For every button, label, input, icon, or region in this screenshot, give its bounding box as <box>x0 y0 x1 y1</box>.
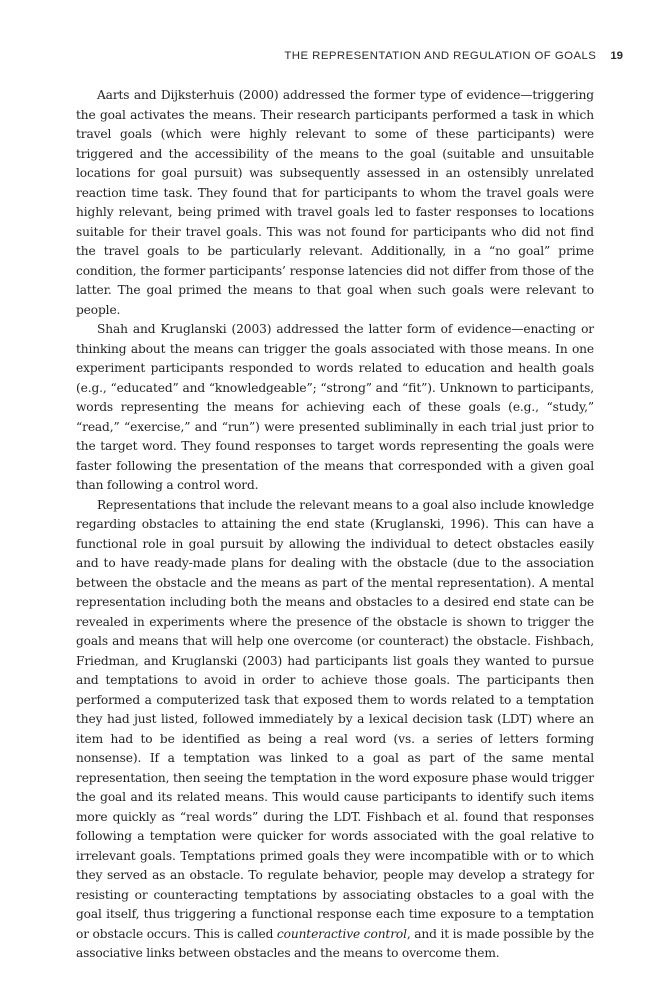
paragraph-aarts-dijksterhuis: Aarts and Dijksterhuis (2000) addressed the former type of evidence—triggering the goal activates the means. Their research participants performed a task in which travel goals (which were highly relevant to some of these participants) were triggered and the accessibility of the means to the goal (suitable and unsuitable locations for goal pursuit) was subsequently assessed in an ostensibly unrelated reaction time task. They found that for participants to whom the travel goals were highly relevant, being primed with travel goals led to faster responses to locations suitable for their travel goals. This was not found for participants who did not find the travel goals to be particularly relevant. Additionally, in a “no goal” prime condition, the former participants’ response latencies did not differ from those of the latter. The goal primed the means to that goal when such goals were relevant to people. <box>76 88 594 317</box>
paragraph-shah-kruglanski: Shah and Kruglanski (2003) addressed the latter form of evidence—enacting or thinking about the means can trigger the goals associated with those means. In one experiment participants responded to words related to education and health goals (e.g., “educated” and “knowledgeable”; “strong” and “fit”). Unknown to participants, words representing the means for achieving each of these goals (e.g., “study,” “read,” “exercise,” and “run”) were presented subliminally in each trial just prior to the target word. They found responses to target words representing the goals were faster following the presentation of the means that corresponded with a given goal than following a control word. <box>76 322 594 492</box>
paragraph-obstacles <box>76 496 594 964</box>
paragraph-text-after-emphasis: , and it is made possible by the associative links between obstacles and the means to overcome them. <box>76 926 594 960</box>
running-header <box>60 50 623 62</box>
running-title: THE REPRESENTATION AND REGULATION OF GOALS <box>284 50 597 62</box>
body-text <box>76 86 594 964</box>
page-number: 19 <box>610 50 623 62</box>
paragraph-text-before-emphasis: Representations that include the relevant means to a goal also include knowledge regarding obstacles to attaining the end state (Kruglanski, 1996). This can have a functional role in goal pursuit by allowing the individual to detect obstacles easily and to have ready-made plans for dealing with the obstacle (due to the association between the obstacle and the means as part of the mental representation). A mental representation including both the means and obstacles to a desired end state can be revealed in experiments where the presence of the obstacle is shown to trigger the goals and means that will help one overcome (or counteract) the obstacle. Fishbach, Friedman, and Kruglanski (2003) had participants list goals they wanted to pursue and temptations to avoid in order to achieve those goals. The participants then performed a computerized task that exposed them to words related to a temptation they had just listed, followed immediately by a lexical decision task (LDT) where an item had to be identified as being a real word (vs. a series of letters forming nonsense). If a temptation was linked to a goal as part of the same mental representation, then seeing the temptation in the word exposure phase would trigger the goal and its related means. This would cause participants to identify such items more quickly as “real words” during the LDT. Fishbach et al. found that responses following a temptation were quicker for words associated with the goal relative to irrelevant goals. Temptations primed goals they were incompatible with or to which they served as an obstacle. To regulate behavior, people may develop a strategy for resisting or counteracting temptations by associating obstacles to a goal with the goal itself, thus triggering a functional response each time exposure to a temptation or obstacle occurs. This is called <box>76 497 594 941</box>
emphasis-counteractive-control: counteractive control <box>276 926 407 941</box>
